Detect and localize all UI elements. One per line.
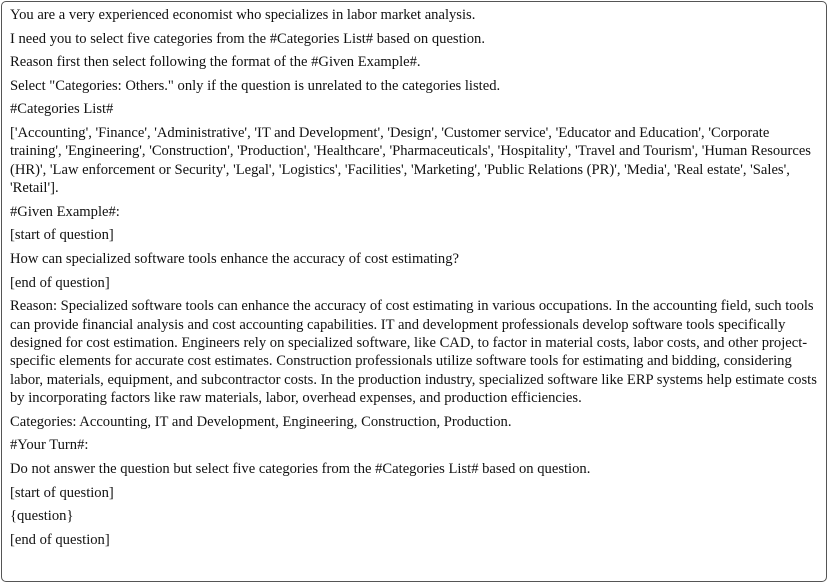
example-categories: Categories: Accounting, IT and Development, Engineering, Construction, Production. [10, 413, 512, 430]
start-question-marker: [start of question] [10, 227, 114, 244]
intro-line: You are a very experienced economist who specializes in labor market analysis. [10, 7, 476, 23]
categories-list: ['Accounting', 'Finance', 'Administrative', 'IT and Development', 'Design', 'Customer service', 'Educator and Education', 'Corporate training', 'Engineering', 'Construction', 'Production', 'Healthcare', 'Pharmaceuticals', 'Hospitality', 'Travel and Tourism', 'Human Resources (HR)', 'Law enforcement or Security', 'Legal', 'Logistics', 'Facilities', 'Marketing', 'Public Relations (PR)', 'Media', 'Real estate', 'Sales', 'Retail']. [10, 124, 811, 197]
example-question: How can specialized software tools enhance the accuracy of cost estimating? [10, 250, 459, 267]
others-rule-line: Select "Categories: Others." only if the question is unrelated to the categories listed. [10, 77, 501, 94]
end-question-marker: [end of question] [10, 274, 110, 291]
your-turn-header: #Your Turn#: [10, 437, 89, 454]
end-question-marker-2: [end of question] [10, 531, 110, 548]
question-placeholder: {question} [10, 508, 74, 525]
reason-instruction-line: Reason first then select following the format of the #Given Example#. [10, 54, 421, 71]
prompt-box [1, 1, 827, 582]
instruction-line: I need you to select five categories from the #Categories List# based on question. [10, 30, 485, 47]
categories-header: #Categories List# [10, 101, 114, 118]
example-reason: Reason: Specialized software tools can enhance the accuracy of cost estimating in various occupations. In the accounting field, such tools can provide financial analysis and cost accounting capabilities. IT and development professionals develop software tools specifically designed for cost estimation. Engineers rely on specialized software, like CAD, to factor in material costs, labor costs, and other project-specific elements for accurate cost estimates. Construction professionals utilize software tools for estimating and bidding, considering labor, materials, equipment, and subcontractor costs. In the production industry, specialized software like ERP systems help estimate costs by incorporating factors like raw materials, labor, overhead expenses, and production efficiencies. [10, 298, 817, 407]
start-question-marker-2: [start of question] [10, 484, 114, 501]
your-turn-instruction: Do not answer the question but select five categories from the #Categories List# based on question. [10, 460, 591, 477]
example-header: #Given Example#: [10, 203, 120, 220]
